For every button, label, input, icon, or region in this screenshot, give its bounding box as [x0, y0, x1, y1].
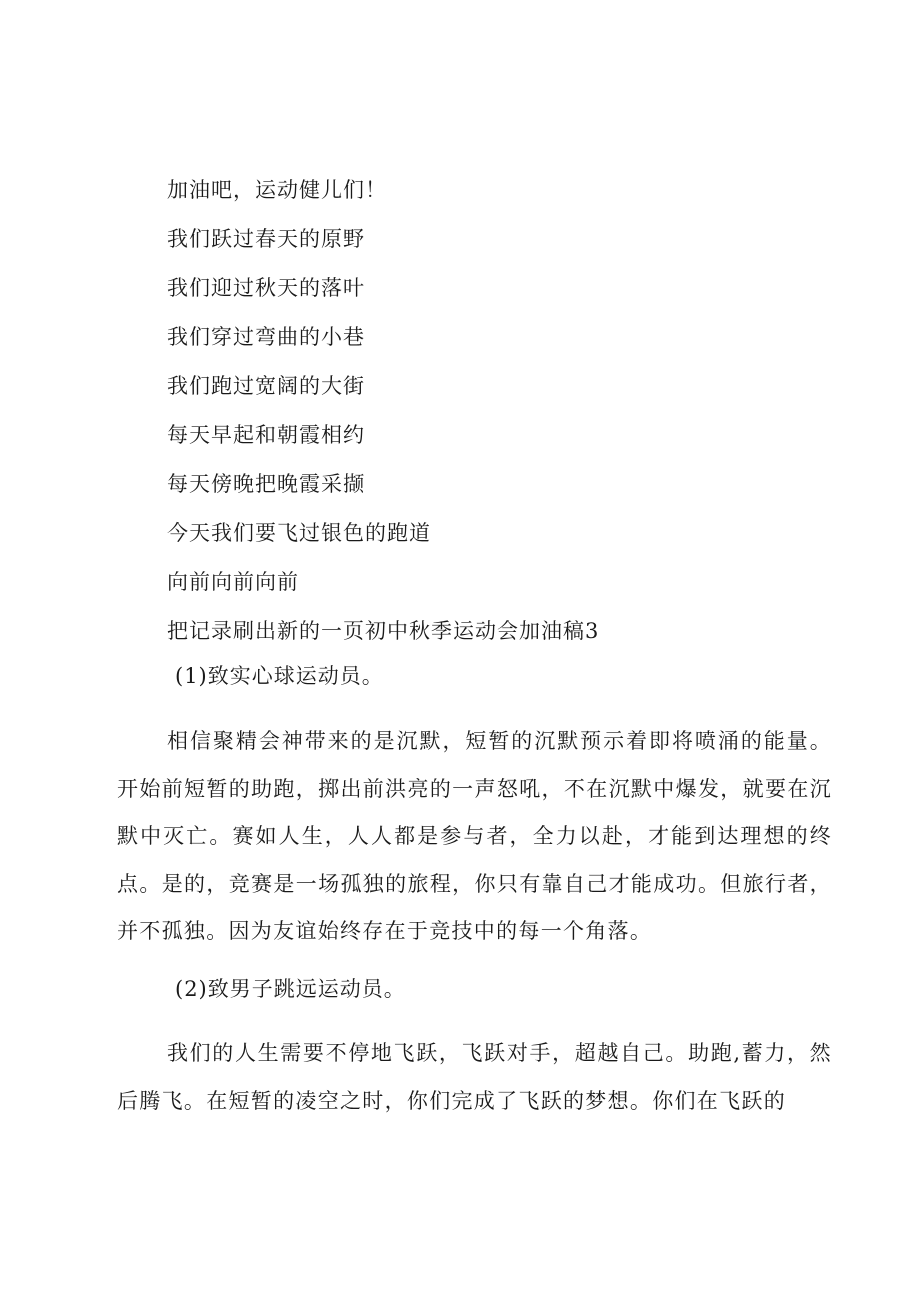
poem-line: 每天傍晚把晚霞采撷: [167, 472, 365, 496]
poem-line: 把记录刷出新的一页初中秋季运动会加油稿3: [167, 619, 600, 643]
poem: [167, 166, 867, 656]
poem-line: 加油吧，运动健儿们！: [167, 178, 387, 202]
poem-line: 我们迎过秋天的落叶: [167, 276, 365, 300]
section-heading-long-jump: (2)致男子跳远运动员。: [175, 977, 406, 1001]
paragraph-long-jump: 我们的人生需要不停地飞跃，飞跃对手，超越自己。助跑,蓄力，然后腾飞。在短暂的凌空之时，你们完成了飞跃的梦想。你们在飞跃的: [117, 1041, 832, 1113]
paragraph-shot-put: 相信聚精会神带来的是沉默，短暂的沉默预示着即将喷涌的能量。开始前短暂的助跑，掷出前洪亮的一声怒吼，不在沉默中爆发，就要在沉默中灭亡。赛如人生，人人都是参与者，全力以赴，才能到达理想的终点。是的，竞赛是一场孤独的旅程，你只有靠自己才能成功。但旅行者，并不孤独。因为友谊始终存在于竞技中的每一个角落。: [117, 729, 832, 943]
section-heading-shot-put: (1)致实心球运动员。: [175, 664, 384, 688]
poem-line: 向前向前向前: [167, 570, 299, 594]
poem-line: 我们跃过春天的原野: [167, 227, 365, 251]
poem-line: 我们穿过弯曲的小巷: [167, 325, 365, 349]
poem-line: 每天早起和朝霞相约: [167, 423, 365, 447]
poem-line: 我们跑过宽阔的大街: [167, 374, 365, 398]
poem-line: 今天我们要飞过银色的跑道: [167, 521, 431, 545]
